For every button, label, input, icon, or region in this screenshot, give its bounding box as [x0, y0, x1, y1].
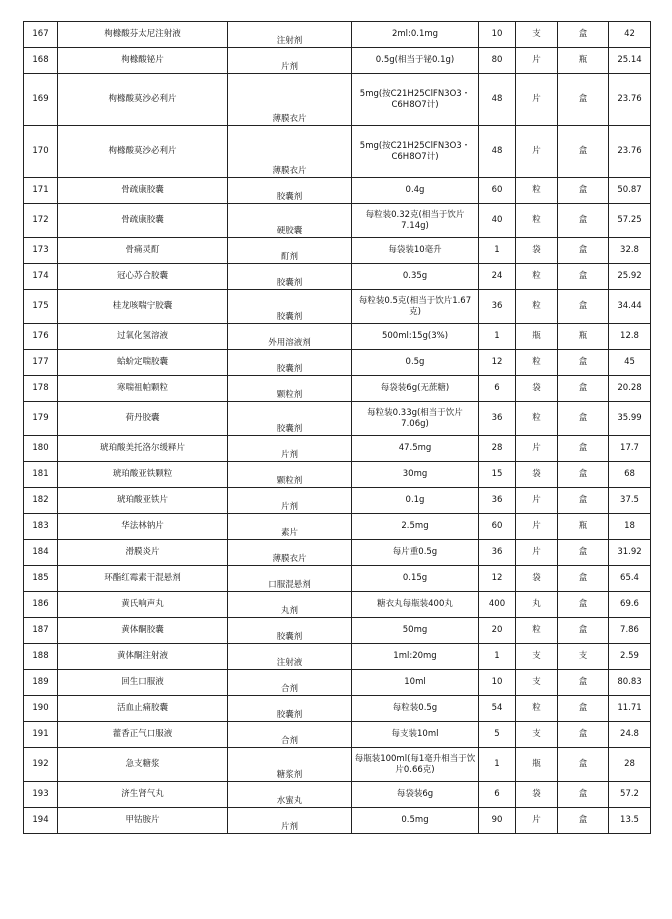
- pack-unit-cell: 盒: [558, 264, 609, 290]
- pack-quantity-cell: 90: [479, 808, 516, 834]
- pack-unit-cell: 盒: [558, 350, 609, 376]
- row-number-cell: 175: [24, 290, 58, 324]
- row-number-cell: 188: [24, 644, 58, 670]
- row-number-cell: 187: [24, 618, 58, 644]
- table-row: [24, 350, 651, 376]
- specification-cell: 每粒装0.32克(相当于饮片7.14g): [352, 204, 479, 238]
- price-cell: 28: [609, 748, 651, 782]
- specification-cell: 糖衣丸每瓶装400丸: [352, 592, 479, 618]
- price-cell: 20.28: [609, 376, 651, 402]
- specification-cell: 每粒装0.5g: [352, 696, 479, 722]
- min-unit-cell: 片: [516, 540, 558, 566]
- pack-unit-cell: 盒: [558, 540, 609, 566]
- min-unit-cell: 支: [516, 722, 558, 748]
- dosage-form-cell: 胶囊剂: [228, 350, 352, 376]
- row-number-cell: 171: [24, 178, 58, 204]
- dosage-form-cell: 胶囊剂: [228, 618, 352, 644]
- row-number-cell: 167: [24, 22, 58, 48]
- drug-name-cell: 藿香正气口服液: [58, 722, 228, 748]
- row-number-cell: 172: [24, 204, 58, 238]
- drug-name-cell: 琥珀酸亚铁颗粒: [58, 462, 228, 488]
- table-row: [24, 748, 651, 782]
- price-cell: 69.6: [609, 592, 651, 618]
- pack-quantity-cell: 60: [479, 514, 516, 540]
- drug-name-cell: 黄体酮注射液: [58, 644, 228, 670]
- table-row: [24, 644, 651, 670]
- min-unit-cell: 片: [516, 74, 558, 126]
- pack-quantity-cell: 6: [479, 782, 516, 808]
- price-cell: 13.5: [609, 808, 651, 834]
- specification-cell: 47.5mg: [352, 436, 479, 462]
- pack-quantity-cell: 1: [479, 748, 516, 782]
- price-cell: 57.2: [609, 782, 651, 808]
- pack-quantity-cell: 5: [479, 722, 516, 748]
- min-unit-cell: 支: [516, 644, 558, 670]
- dosage-form-cell: 外用溶液剂: [228, 324, 352, 350]
- row-number-cell: 185: [24, 566, 58, 592]
- pack-quantity-cell: 12: [479, 350, 516, 376]
- specification-cell: 0.35g: [352, 264, 479, 290]
- drug-name-cell: 蛤蚧定喘胶囊: [58, 350, 228, 376]
- pack-unit-cell: 盒: [558, 696, 609, 722]
- dosage-form-cell: 注射液: [228, 644, 352, 670]
- price-cell: 68: [609, 462, 651, 488]
- dosage-form-cell: 丸剂: [228, 592, 352, 618]
- price-cell: 12.8: [609, 324, 651, 350]
- dosage-form-cell: 合剂: [228, 670, 352, 696]
- pack-quantity-cell: 1: [479, 324, 516, 350]
- pack-quantity-cell: 24: [479, 264, 516, 290]
- pack-unit-cell: 盒: [558, 74, 609, 126]
- min-unit-cell: 支: [516, 22, 558, 48]
- pack-unit-cell: 盒: [558, 722, 609, 748]
- drug-name-cell: 桂龙咳喘宁胶囊: [58, 290, 228, 324]
- specification-cell: 30mg: [352, 462, 479, 488]
- dosage-form-cell: 薄膜衣片: [228, 126, 352, 178]
- dosage-form-cell: 合剂: [228, 722, 352, 748]
- dosage-form-cell: 口服混悬剂: [228, 566, 352, 592]
- table-row: [24, 722, 651, 748]
- specification-cell: 每袋装6g: [352, 782, 479, 808]
- drug-name-cell: 滑膜炎片: [58, 540, 228, 566]
- drug-name-cell: 急支糖浆: [58, 748, 228, 782]
- specification-cell: 每粒装0.5克(相当于饮片1.67克): [352, 290, 479, 324]
- dosage-form-cell: 胶囊剂: [228, 264, 352, 290]
- drug-name-cell: 回生口服液: [58, 670, 228, 696]
- pack-unit-cell: 瓶: [558, 324, 609, 350]
- pack-unit-cell: 瓶: [558, 48, 609, 74]
- drug-name-cell: 枸橼酸莫沙必利片: [58, 126, 228, 178]
- min-unit-cell: 粒: [516, 696, 558, 722]
- table-row: [24, 126, 651, 178]
- specification-cell: 0.5mg: [352, 808, 479, 834]
- row-number-cell: 170: [24, 126, 58, 178]
- drug-name-cell: 琥珀酸美托洛尔缓释片: [58, 436, 228, 462]
- min-unit-cell: 粒: [516, 350, 558, 376]
- specification-cell: 每粒装0.33g(相当于饮片7.06g): [352, 402, 479, 436]
- dosage-form-cell: 酊剂: [228, 238, 352, 264]
- row-number-cell: 186: [24, 592, 58, 618]
- table-row: [24, 22, 651, 48]
- pack-quantity-cell: 20: [479, 618, 516, 644]
- min-unit-cell: 袋: [516, 462, 558, 488]
- price-cell: 25.14: [609, 48, 651, 74]
- price-cell: 34.44: [609, 290, 651, 324]
- row-number-cell: 184: [24, 540, 58, 566]
- pack-unit-cell: 瓶: [558, 514, 609, 540]
- drug-name-cell: 骨痛灵酊: [58, 238, 228, 264]
- pack-quantity-cell: 10: [479, 670, 516, 696]
- row-number-cell: 192: [24, 748, 58, 782]
- row-number-cell: 178: [24, 376, 58, 402]
- row-number-cell: 179: [24, 402, 58, 436]
- table-row: [24, 290, 651, 324]
- pack-unit-cell: 盒: [558, 204, 609, 238]
- pack-unit-cell: 盒: [558, 376, 609, 402]
- specification-cell: 1ml:20mg: [352, 644, 479, 670]
- dosage-form-cell: 片剂: [228, 436, 352, 462]
- price-cell: 42: [609, 22, 651, 48]
- pack-unit-cell: 盒: [558, 126, 609, 178]
- row-number-cell: 177: [24, 350, 58, 376]
- table-row: [24, 376, 651, 402]
- price-cell: 11.71: [609, 696, 651, 722]
- pack-quantity-cell: 36: [479, 488, 516, 514]
- pack-quantity-cell: 400: [479, 592, 516, 618]
- dosage-form-cell: 颗粒剂: [228, 376, 352, 402]
- price-cell: 65.4: [609, 566, 651, 592]
- price-cell: 25.92: [609, 264, 651, 290]
- drug-name-cell: 甲钴胺片: [58, 808, 228, 834]
- pack-unit-cell: 盒: [558, 592, 609, 618]
- specification-cell: 500ml:15g(3%): [352, 324, 479, 350]
- table-row: [24, 566, 651, 592]
- specification-cell: 0.5g: [352, 350, 479, 376]
- specification-cell: 5mg(按C21H25ClFN3O3・C6H8O7计): [352, 74, 479, 126]
- dosage-form-cell: 胶囊剂: [228, 696, 352, 722]
- drug-name-cell: 华法林钠片: [58, 514, 228, 540]
- table-row: [24, 782, 651, 808]
- table-row: [24, 808, 651, 834]
- min-unit-cell: 粒: [516, 290, 558, 324]
- pack-unit-cell: 盒: [558, 488, 609, 514]
- drug-name-cell: 寒喘祖帕颗粒: [58, 376, 228, 402]
- table-row: [24, 514, 651, 540]
- min-unit-cell: 粒: [516, 264, 558, 290]
- row-number-cell: 183: [24, 514, 58, 540]
- pack-quantity-cell: 36: [479, 540, 516, 566]
- price-cell: 2.59: [609, 644, 651, 670]
- min-unit-cell: 袋: [516, 238, 558, 264]
- dosage-form-cell: 薄膜衣片: [228, 540, 352, 566]
- specification-cell: 0.15g: [352, 566, 479, 592]
- table-row: [24, 670, 651, 696]
- table-row: [24, 462, 651, 488]
- specification-cell: 0.4g: [352, 178, 479, 204]
- price-cell: 45: [609, 350, 651, 376]
- specification-cell: 10ml: [352, 670, 479, 696]
- min-unit-cell: 粒: [516, 402, 558, 436]
- row-number-cell: 168: [24, 48, 58, 74]
- specification-cell: 50mg: [352, 618, 479, 644]
- specification-cell: 每片重0.5g: [352, 540, 479, 566]
- row-number-cell: 189: [24, 670, 58, 696]
- drug-price-table: [23, 21, 651, 834]
- min-unit-cell: 瓶: [516, 324, 558, 350]
- specification-cell: 每袋装10毫升: [352, 238, 479, 264]
- dosage-form-cell: 注射剂: [228, 22, 352, 48]
- table-row: [24, 618, 651, 644]
- specification-cell: 2.5mg: [352, 514, 479, 540]
- specification-cell: 0.5g(相当于铋0.1g): [352, 48, 479, 74]
- pack-unit-cell: 盒: [558, 290, 609, 324]
- table-row: [24, 540, 651, 566]
- specification-cell: 每袋装6g(无蔗糖): [352, 376, 479, 402]
- dosage-form-cell: 片剂: [228, 488, 352, 514]
- row-number-cell: 181: [24, 462, 58, 488]
- dosage-form-cell: 颗粒剂: [228, 462, 352, 488]
- pack-unit-cell: 支: [558, 644, 609, 670]
- pack-quantity-cell: 10: [479, 22, 516, 48]
- specification-cell: 每瓶装100ml(每1毫升相当于饮片0.66克): [352, 748, 479, 782]
- pack-quantity-cell: 28: [479, 436, 516, 462]
- drug-name-cell: 活血止痛胶囊: [58, 696, 228, 722]
- table-row: [24, 488, 651, 514]
- pack-quantity-cell: 54: [479, 696, 516, 722]
- table-row: [24, 264, 651, 290]
- price-cell: 24.8: [609, 722, 651, 748]
- drug-name-cell: 冠心苏合胶囊: [58, 264, 228, 290]
- pack-quantity-cell: 48: [479, 74, 516, 126]
- pack-quantity-cell: 40: [479, 204, 516, 238]
- pack-quantity-cell: 12: [479, 566, 516, 592]
- price-cell: 17.7: [609, 436, 651, 462]
- price-cell: 23.76: [609, 74, 651, 126]
- drug-name-cell: 荷丹胶囊: [58, 402, 228, 436]
- drug-name-cell: 过氧化氢溶液: [58, 324, 228, 350]
- pack-quantity-cell: 60: [479, 178, 516, 204]
- price-cell: 57.25: [609, 204, 651, 238]
- drug-name-cell: 环酯红霉素干混悬剂: [58, 566, 228, 592]
- pack-quantity-cell: 1: [479, 238, 516, 264]
- dosage-form-cell: 素片: [228, 514, 352, 540]
- drug-name-cell: 骨疏康胶囊: [58, 204, 228, 238]
- min-unit-cell: 片: [516, 514, 558, 540]
- row-number-cell: 191: [24, 722, 58, 748]
- min-unit-cell: 片: [516, 126, 558, 178]
- row-number-cell: 176: [24, 324, 58, 350]
- dosage-form-cell: 片剂: [228, 48, 352, 74]
- drug-name-cell: 骨疏康胶囊: [58, 178, 228, 204]
- pack-unit-cell: 盒: [558, 670, 609, 696]
- pack-unit-cell: 盒: [558, 808, 609, 834]
- dosage-form-cell: 胶囊剂: [228, 290, 352, 324]
- min-unit-cell: 片: [516, 808, 558, 834]
- pack-quantity-cell: 36: [479, 402, 516, 436]
- row-number-cell: 180: [24, 436, 58, 462]
- row-number-cell: 182: [24, 488, 58, 514]
- min-unit-cell: 片: [516, 48, 558, 74]
- pack-quantity-cell: 80: [479, 48, 516, 74]
- drug-name-cell: 枸橼酸莫沙必利片: [58, 74, 228, 126]
- drug-name-cell: 黄氏响声丸: [58, 592, 228, 618]
- pack-unit-cell: 盒: [558, 436, 609, 462]
- pack-unit-cell: 盒: [558, 22, 609, 48]
- table-row: [24, 204, 651, 238]
- pack-unit-cell: 盒: [558, 618, 609, 644]
- row-number-cell: 194: [24, 808, 58, 834]
- table-row: [24, 238, 651, 264]
- table-row: [24, 436, 651, 462]
- pack-unit-cell: 盒: [558, 178, 609, 204]
- pack-quantity-cell: 1: [479, 644, 516, 670]
- pack-unit-cell: 盒: [558, 462, 609, 488]
- dosage-form-cell: 胶囊剂: [228, 402, 352, 436]
- price-cell: 50.87: [609, 178, 651, 204]
- min-unit-cell: 丸: [516, 592, 558, 618]
- price-cell: 32.8: [609, 238, 651, 264]
- price-cell: 23.76: [609, 126, 651, 178]
- price-cell: 80.83: [609, 670, 651, 696]
- row-number-cell: 190: [24, 696, 58, 722]
- row-number-cell: 193: [24, 782, 58, 808]
- pack-quantity-cell: 48: [479, 126, 516, 178]
- row-number-cell: 173: [24, 238, 58, 264]
- pack-quantity-cell: 15: [479, 462, 516, 488]
- min-unit-cell: 粒: [516, 618, 558, 644]
- dosage-form-cell: 片剂: [228, 808, 352, 834]
- drug-name-cell: 黄体酮胶囊: [58, 618, 228, 644]
- specification-cell: 每支装10ml: [352, 722, 479, 748]
- price-cell: 35.99: [609, 402, 651, 436]
- min-unit-cell: 片: [516, 488, 558, 514]
- dosage-form-cell: 硬胶囊: [228, 204, 352, 238]
- specification-cell: 2ml:0.1mg: [352, 22, 479, 48]
- price-cell: 18: [609, 514, 651, 540]
- min-unit-cell: 袋: [516, 782, 558, 808]
- pack-unit-cell: 盒: [558, 238, 609, 264]
- min-unit-cell: 粒: [516, 178, 558, 204]
- table-row: [24, 74, 651, 126]
- row-number-cell: 174: [24, 264, 58, 290]
- pack-unit-cell: 盒: [558, 782, 609, 808]
- min-unit-cell: 片: [516, 436, 558, 462]
- dosage-form-cell: 薄膜衣片: [228, 74, 352, 126]
- min-unit-cell: 袋: [516, 566, 558, 592]
- table-row: [24, 696, 651, 722]
- drug-name-cell: 济生肾气丸: [58, 782, 228, 808]
- drug-name-cell: 枸橼酸铋片: [58, 48, 228, 74]
- drug-name-cell: 枸橼酸芬太尼注射液: [58, 22, 228, 48]
- specification-cell: 5mg(按C21H25ClFN3O3・C6H8O7计): [352, 126, 479, 178]
- min-unit-cell: 瓶: [516, 748, 558, 782]
- table-row: [24, 48, 651, 74]
- min-unit-cell: 粒: [516, 204, 558, 238]
- price-cell: 7.86: [609, 618, 651, 644]
- row-number-cell: 169: [24, 74, 58, 126]
- table-row: [24, 178, 651, 204]
- pack-unit-cell: 盒: [558, 748, 609, 782]
- min-unit-cell: 支: [516, 670, 558, 696]
- dosage-form-cell: 糖浆剂: [228, 748, 352, 782]
- table-row: [24, 402, 651, 436]
- dosage-form-cell: 水蜜丸: [228, 782, 352, 808]
- table-row: [24, 592, 651, 618]
- drug-name-cell: 琥珀酸亚铁片: [58, 488, 228, 514]
- pack-quantity-cell: 6: [479, 376, 516, 402]
- dosage-form-cell: 胶囊剂: [228, 178, 352, 204]
- table-row: [24, 324, 651, 350]
- pack-unit-cell: 盒: [558, 566, 609, 592]
- pack-unit-cell: 盒: [558, 402, 609, 436]
- pack-quantity-cell: 36: [479, 290, 516, 324]
- price-cell: 37.5: [609, 488, 651, 514]
- price-cell: 31.92: [609, 540, 651, 566]
- min-unit-cell: 袋: [516, 376, 558, 402]
- specification-cell: 0.1g: [352, 488, 479, 514]
